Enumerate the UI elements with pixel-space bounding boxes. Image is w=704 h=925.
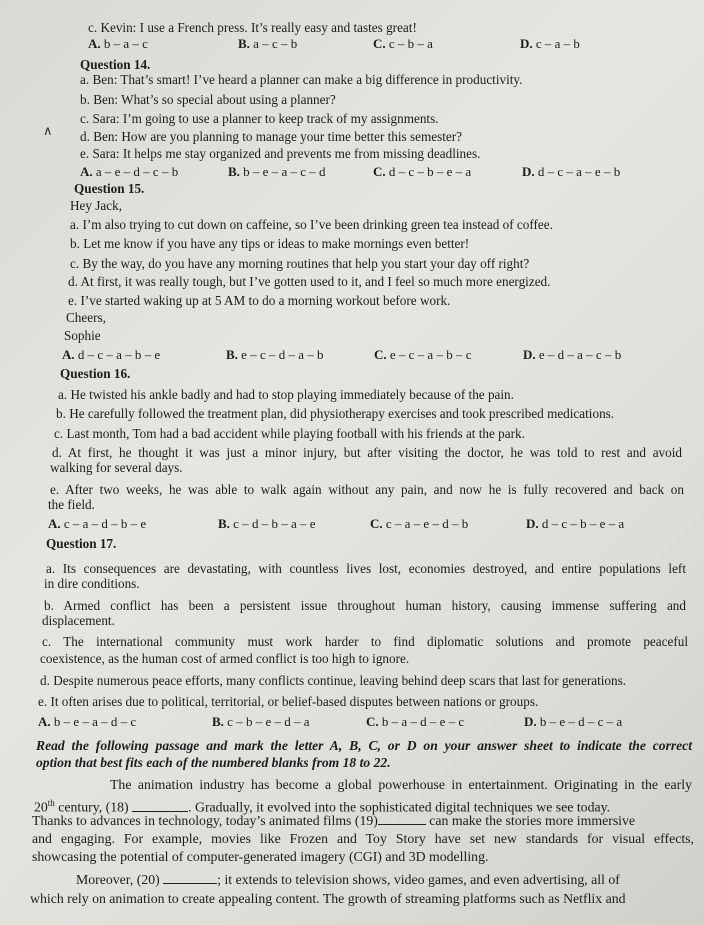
q14-option-a[interactable]: A. a – e – d – c – b: [80, 164, 179, 179]
q15-option-d[interactable]: D. e – d – a – c – b: [523, 347, 622, 362]
q15-line-c: c. By the way, do you have any morning routines that help you start your day off right?: [70, 256, 530, 271]
q15-option-a[interactable]: A. d – c – a – b – e: [62, 347, 161, 362]
q15-line-b: b. Let me know if you have any tips or ideas to make mornings even better!: [70, 236, 470, 251]
q14-title: Question 14.: [80, 57, 151, 72]
passage-p1-line5: showcasing the potential of computer-generated imagery (CGI) and 3D modelling.: [32, 849, 489, 864]
q13-option-c[interactable]: C. c – b – a: [373, 36, 433, 51]
q15-line-d: d. At first, it was really tough, but I’ve gotten used to it, and I feel so much more energized.: [68, 274, 551, 289]
blank-19[interactable]: [378, 813, 426, 825]
q16-option-c[interactable]: C. c – a – e – d – b: [370, 516, 469, 531]
q17-option-a[interactable]: A. b – e – a – d – c: [38, 714, 137, 729]
q14-line-d: d. Ben: How are you planning to manage your time better this semester?: [80, 129, 462, 144]
q17-line-c1: c. The international community must work harder to find diplomatic solutions and promote peaceful: [42, 634, 688, 649]
q17-line-b1: b. Armed conflict has been a persistent issue throughout human history, causing immense suffering and: [44, 598, 686, 613]
q16-line-b: b. He carefully followed the treatment plan, did physiotherapy exercises and took prescribed medications.: [56, 406, 615, 421]
q16-line-e1: e. After two weeks, he was able to walk again without any pain, and now he is fully recovered and back on: [50, 482, 684, 497]
q16-title: Question 16.: [60, 366, 131, 381]
q17-line-e: e. It often arises due to political, territorial, or belief-based disputes between nations or groups.: [38, 694, 539, 709]
q15-line-a: a. I’m also trying to cut down on caffeine, so I’ve been drinking green tea instead of coffee.: [70, 217, 553, 232]
q16-line-c: c. Last month, Tom had a bad accident while playing football with his friends at the park.: [54, 426, 525, 441]
q14-option-d[interactable]: D. d – c – a – e – b: [522, 164, 621, 179]
q16-line-d2: walking for several days.: [50, 460, 183, 475]
q14-line-e: e. Sara: It helps me stay organized and prevents me from missing deadlines.: [80, 146, 481, 161]
q14-line-c: c. Sara: I’m going to use a planner to keep track of my assignments.: [80, 111, 439, 126]
q15-closing: Cheers,: [66, 310, 106, 325]
q13-option-b[interactable]: B. a – c – b: [238, 36, 298, 51]
q15-option-b[interactable]: B. e – c – d – a – b: [226, 347, 324, 362]
q14-option-b[interactable]: B. b – e – a – c – d: [228, 164, 326, 179]
q15-greeting: Hey Jack,: [70, 198, 122, 213]
q16-line-e2: the field.: [48, 497, 95, 512]
q13-line-c: c. Kevin: I use a French press. It’s really easy and tastes great!: [88, 20, 417, 35]
q17-title: Question 17.: [46, 536, 117, 551]
blank-20[interactable]: [163, 872, 217, 884]
passage-instruction-line1: Read the following passage and mark the letter A, B, C, or D on your answer sheet to indicate the correct: [36, 738, 692, 753]
q16-option-b[interactable]: B. c – d – b – a – e: [218, 516, 316, 531]
passage-p1-line1: The animation industry has become a global powerhouse in entertainment. Originating in the early: [110, 777, 692, 792]
q17-option-c[interactable]: C. b – a – d – e – c: [366, 714, 465, 729]
q16-option-a[interactable]: A. c – a – d – b – e: [48, 516, 147, 531]
q17-line-a1: a. Its consequences are devastating, with countless lives lost, economies destroyed, and entire populations left: [46, 561, 686, 576]
q13-option-a[interactable]: A. b – a – c: [88, 36, 148, 51]
q14-options: [80, 164, 660, 180]
q13-options: [88, 36, 608, 52]
q16-line-a: a. He twisted his ankle badly and had to stop playing immediately because of the pain.: [58, 387, 514, 402]
q14-line-b: b. Ben: What’s so special about using a planner?: [80, 92, 336, 107]
q17-line-b2: displacement.: [42, 613, 115, 628]
q17-options: [38, 714, 658, 730]
q17-option-d[interactable]: D. b – e – d – c – a: [524, 714, 623, 729]
q14-option-c[interactable]: C. d – c – b – e – a: [373, 164, 472, 179]
passage-instruction-line2: option that best fits each of the numbered blanks from 18 to 22.: [36, 755, 391, 770]
passage-p1-line3: Thanks to advances in technology, today’s animated films (19) can make the stories more immersive: [32, 813, 636, 828]
q17-option-b[interactable]: B. c – b – e – d – a: [212, 714, 310, 729]
q17-line-c2: coexistence, as the human cost of armed conflict is too high to ignore.: [40, 651, 410, 666]
q13-option-d[interactable]: D. c – a – b: [520, 36, 580, 51]
passage-p2-line1: Moreover, (20) ; it extends to television shows, video games, and even advertising, all of: [76, 872, 620, 887]
pen-mark-icon: ∧: [43, 124, 53, 139]
q15-line-e: e. I’ve started waking up at 5 AM to do a morning workout before work.: [68, 293, 451, 308]
passage-p1-line4: and engaging. For example, movies like Frozen and Toy Story have set new standards for visual effects,: [32, 831, 694, 846]
q14-line-a: a. Ben: That’s smart! I’ve heard a planner can make a big difference in productivity.: [80, 72, 523, 87]
q15-title: Question 15.: [74, 181, 145, 196]
q15-signature: Sophie: [64, 328, 101, 343]
blank-18[interactable]: [132, 800, 188, 812]
q16-options: [48, 516, 668, 532]
q15-option-c[interactable]: C. e – c – a – b – c: [374, 347, 472, 362]
q17-line-a2: in dire conditions.: [44, 576, 140, 591]
q16-option-d[interactable]: D. d – c – b – e – a: [526, 516, 625, 531]
passage-p1-line2: 20th century, (18) . Gradually, it evolved into the sophisticated digital techniques we see today.: [34, 798, 611, 815]
q15-options: [62, 347, 662, 363]
q17-line-d: d. Despite numerous peace efforts, many conflicts continue, leaving behind deep scars that last for generations.: [40, 673, 627, 688]
passage-p2-line2: which rely on animation to create appealing content. The growth of streaming platforms such as Netflix and: [30, 891, 626, 906]
q16-line-d1: d. At first, he thought it was just a minor injury, but after visiting the doctor, he was told to rest and avoid: [52, 445, 682, 460]
